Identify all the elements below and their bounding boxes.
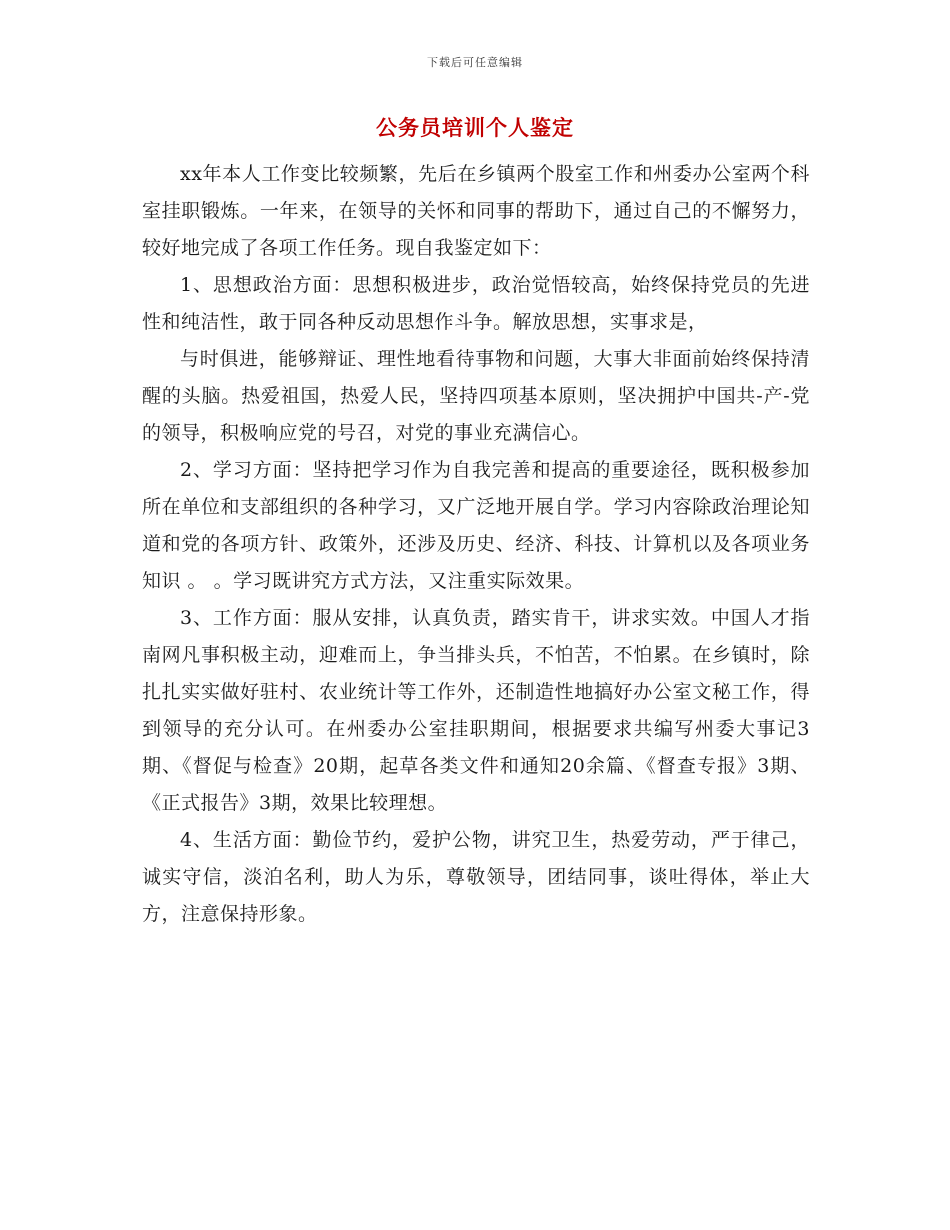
document-title: 公务员培训个人鉴定 — [376, 115, 574, 140]
paragraph-political: 1、思想政治方面：思想积极进步，政治觉悟较高，始终保持党员的先进性和纯洁性，敢于同各种反动思想作斗争。解放思想，实事求是， — [142, 274, 810, 333]
paragraph-life: 4、生活方面：勤俭节约，爱护公物，讲究卫生，热爱劳动，严于律己，诚实守信，淡泊名利，助人为乐，尊敬领导，团结同事，谈吐得体，举止大方，注意保持形象。 — [142, 829, 810, 925]
header-note: 下载后可任意编辑 — [427, 56, 523, 69]
document-body — [142, 156, 810, 933]
paragraph-study: 2、学习方面：坚持把学习作为自我完善和提高的重要途径，既积极参加所在单位和支部组织的各种学习，又广泛地开展自学。学习内容除政治理论知道和党的各项方针、政策外，还涉及历史、经济、科技、计算机以及各项业务知识 。 。学习既讲究方式方法，又注重实际效果。 — [142, 459, 810, 592]
paragraph-intro: xx年本人工作变比较频繁，先后在乡镇两个股室工作和州委办公室两个科室挂职锻炼。一年来，在领导的关怀和同事的帮助下，通过自己的不懈努力，较好地完成了各项工作任务。现自我鉴定如下： — [142, 163, 810, 259]
paragraph-work: 3、工作方面：服从安排，认真负责，踏实肯干，讲求实效。中国人才指南网凡事积极主动，迎难而上，争当排头兵，不怕苦，不怕累。在乡镇时，除扎扎实实做好驻村、农业统计等工作外，还制造性地搞好办公室文秘工作，得到领导的充分认可。在州委办公室挂职期间，根据要求共编写州委大事记3期、《督促与检查》20期，起草各类文件和通知20余篇、《督查专报》3期、《正式报告》3期，效果比较理想。 — [142, 607, 810, 814]
paragraph-political-continued: 与时俱进，能够辩证、理性地看待事物和问题，大事大非面前始终保持清醒的头脑。热爱祖国，热爱人民，坚持四项基本原则，坚决拥护中国共-产-党的领导，积极响应党的号召，对党的事业充满信心。 — [142, 348, 810, 444]
